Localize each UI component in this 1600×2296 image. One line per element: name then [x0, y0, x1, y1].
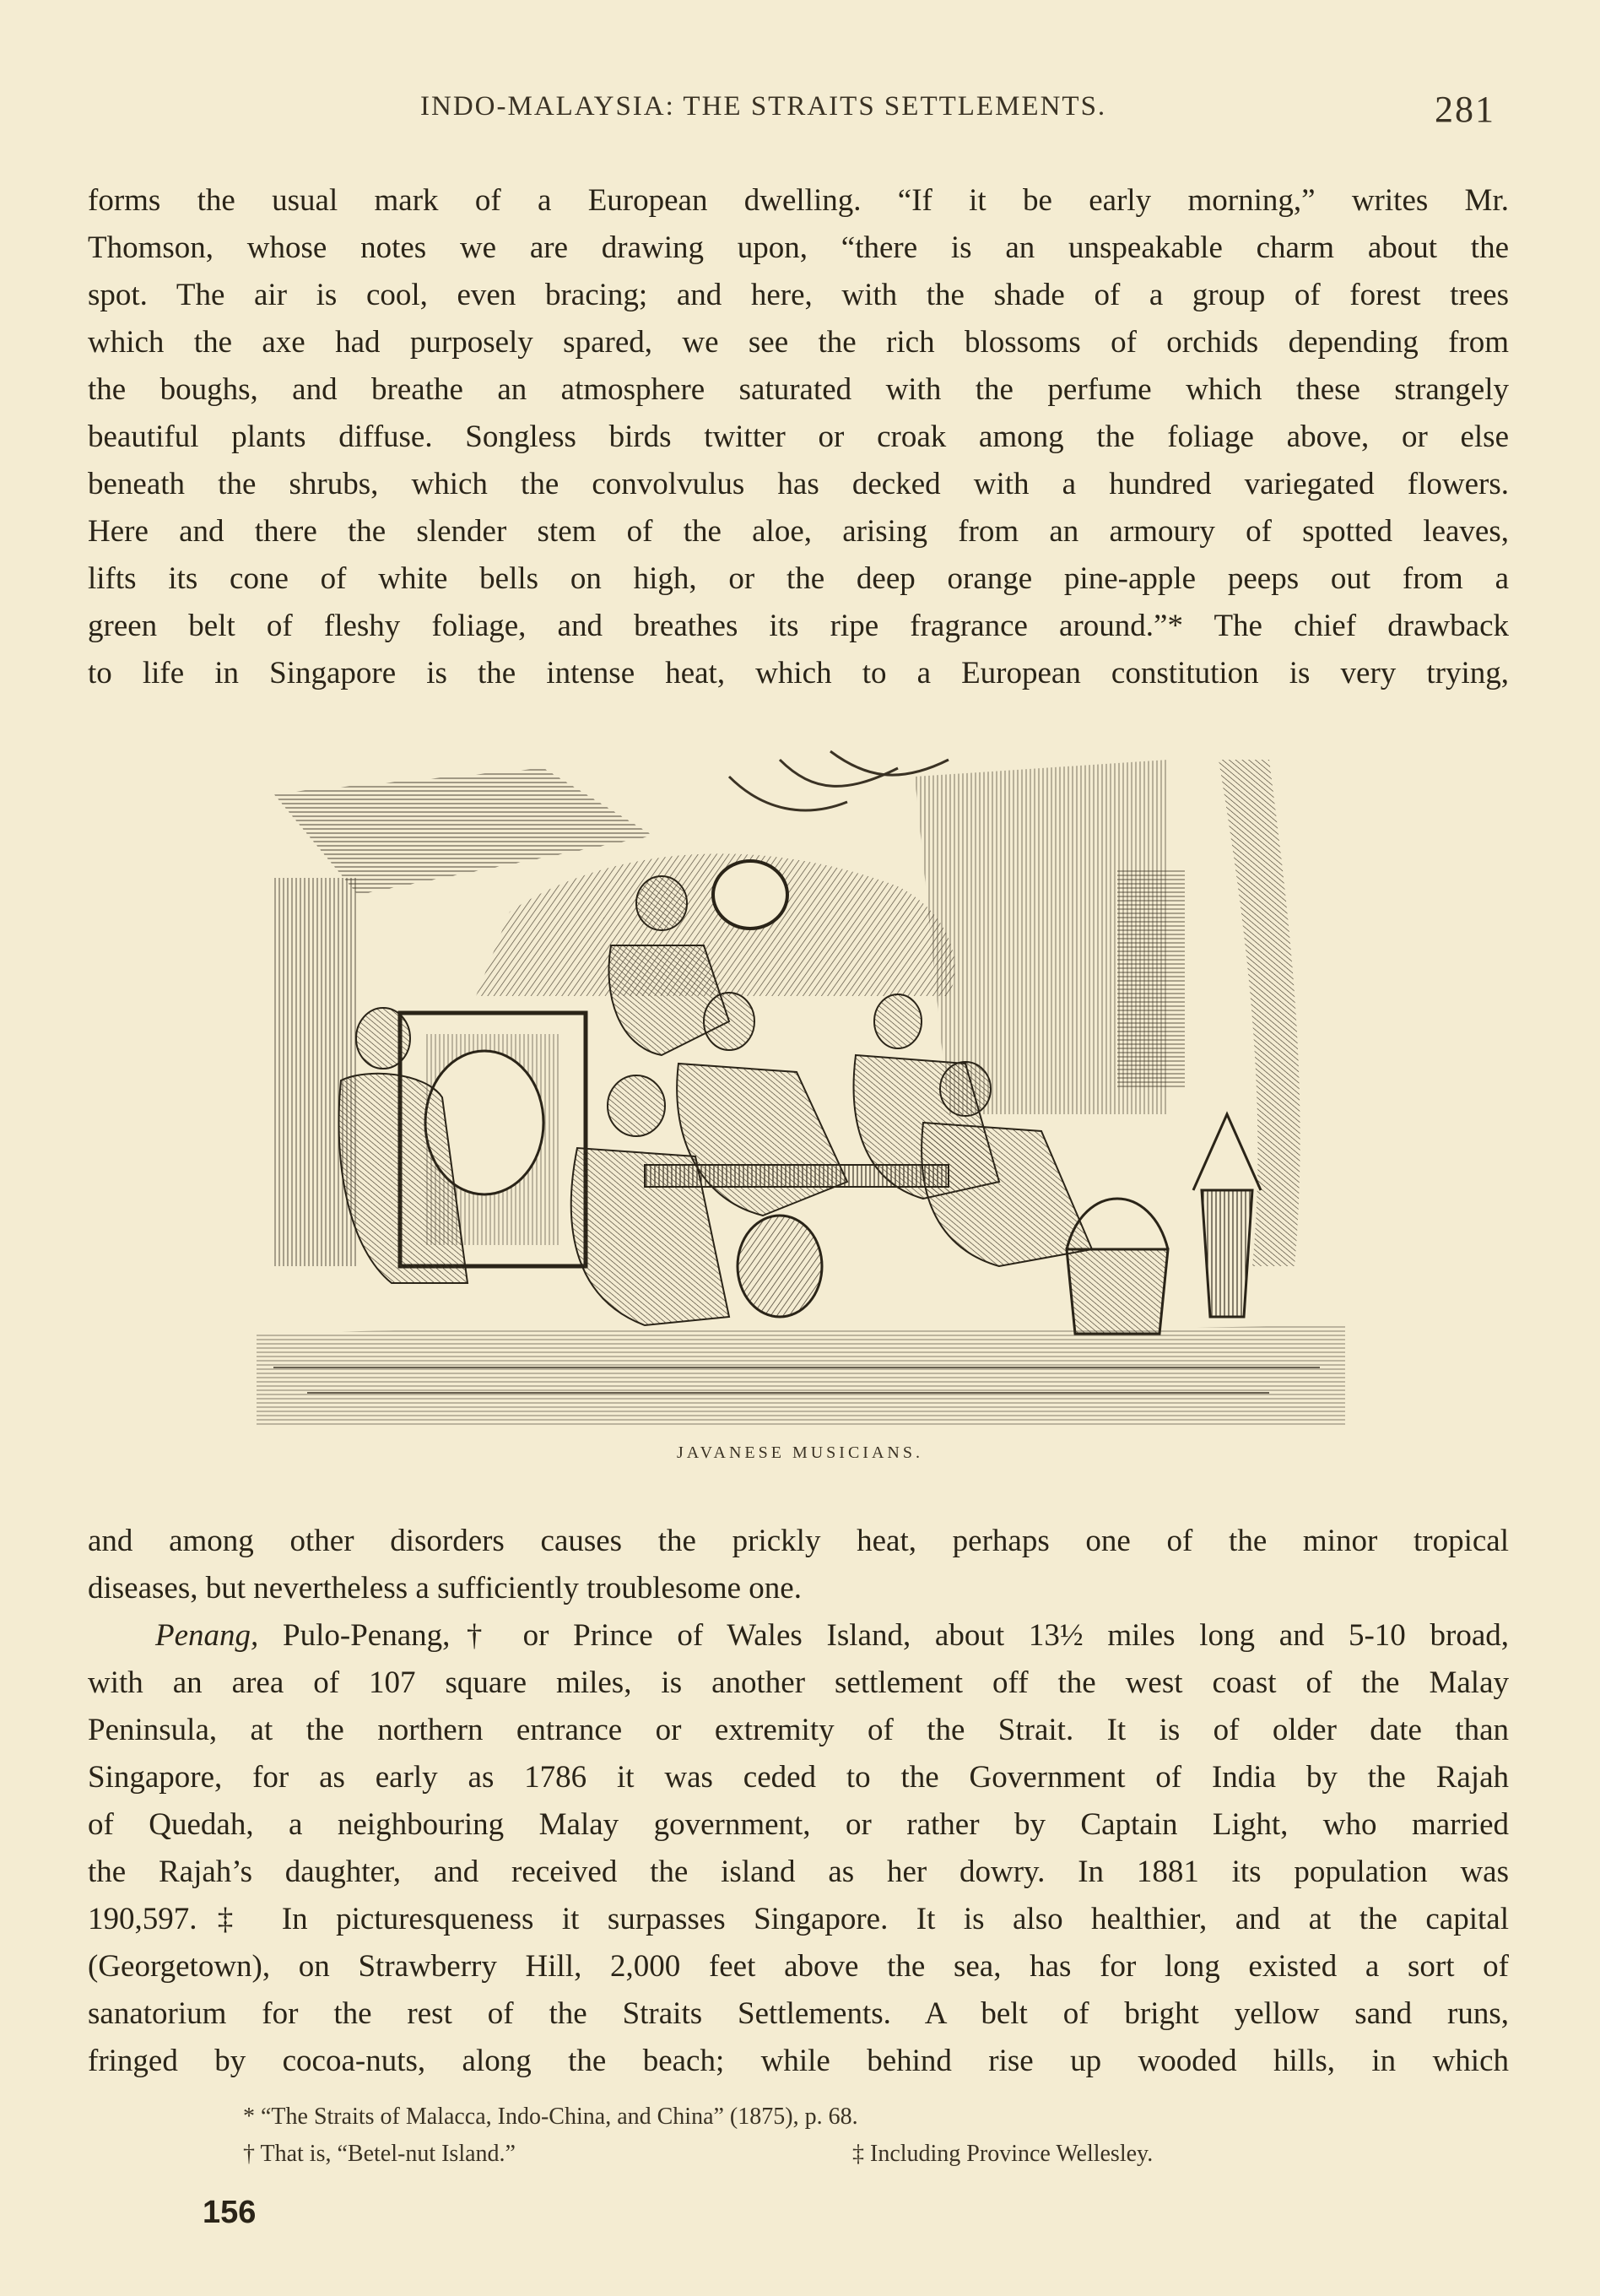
text-line: Peninsula, at the northern entrance or extremity of the Strait. It is of older date than: [88, 1713, 1509, 1747]
text-line: the Rajah’s daughter, and received the island as her dowry. In 1881 its population was: [88, 1855, 1509, 1889]
place-name-penang: Penang,: [155, 1618, 259, 1653]
text-line: lifts its cone of white bells on high, or the deep orange pine-apple peeps out from a: [88, 561, 1509, 596]
text-line: (Georgetown), on Strawberry Hill, 2,000 feet above the sea, has for long existed a sort of: [88, 1949, 1509, 1984]
signature-folio: 156: [203, 2195, 257, 2230]
text-line: fringed by cocoa-nuts, along the beach; while behind rise up wooded hills, in which: [88, 2044, 1509, 2078]
text-line: and among other disorders causes the prickly heat, perhaps one of the minor tropical: [88, 1524, 1509, 1558]
paragraph-2: [88, 1518, 1509, 2085]
text-line: with an area of 107 square miles, is another settlement off the west coast of the Malay: [88, 1665, 1509, 1700]
text-line: beneath the shrubs, which the convolvulus has decked with a hundred variegated flowers.: [88, 467, 1509, 501]
text-line: Here and there the slender stem of the aloe, arising from an armoury of spotted leaves,: [88, 514, 1509, 549]
text-line: sanatorium for the rest of the Straits Settlements. A belt of bright yellow sand runs,: [88, 1996, 1509, 2031]
figure-caption: JAVANESE MUSICIANS.: [677, 1443, 923, 1462]
text-line: 190,597.‡ In picturesqueness it surpasses Singapore. It is also healthier, and at the capital: [88, 1902, 1509, 1936]
text-run: Pulo-Penang,† or Prince of Wales Island, about 13½ miles long and 5-10 broad,: [258, 1618, 1509, 1653]
text-line: [88, 1612, 1509, 1660]
text-line: the boughs, and breathe an atmosphere saturated with the perfume which these strangely: [88, 372, 1509, 407]
text-line: forms the usual mark of a European dwelling. “If it be early morning,” writes Mr.: [88, 183, 1509, 218]
engraving-figure: [257, 743, 1345, 1425]
text-line: spot. The air is cool, even bracing; and here, with the shade of a group of forest trees: [88, 278, 1509, 312]
footnote-3: ‡ Including Province Wellesley.: [852, 2141, 1154, 2167]
text-line: Thomson, whose notes we are drawing upon, “there is an unspeakable charm about the: [88, 230, 1509, 265]
text-line: green belt of fleshy foliage, and breathes its ripe fragrance around.”* The chief drawback: [88, 609, 1509, 643]
footnote-1: * “The Straits of Malacca, Indo-China, and China” (1875), p. 68.: [243, 2104, 858, 2130]
text-line: diseases, but nevertheless a sufficiently troublesome one.: [88, 1571, 802, 1606]
text-line: which the axe had purposely spared, we see the rich blossoms of orchids depending from: [88, 325, 1509, 360]
text-line: to life in Singapore is the intense heat, which to a European constitution is very trying,: [88, 656, 1509, 690]
page-number: 281: [1435, 89, 1495, 130]
running-head: [0, 91, 1600, 130]
text-line: Singapore, for as early as 1786 it was ceded to the Government of India by the Rajah: [88, 1760, 1509, 1795]
text-line: beautiful plants diffuse. Songless birds twitter or croak among the foliage above, or else: [88, 420, 1509, 454]
running-title: INDO-MALAYSIA: THE STRAITS SETTLEMENTS.: [420, 91, 1107, 122]
footnote-2: † That is, “Betel-nut Island.”: [243, 2141, 516, 2167]
javanese-musicians-engraving: [257, 743, 1345, 1425]
footnotes: [243, 2098, 1340, 2173]
paragraph-1: [88, 177, 1509, 697]
text-line: of Quedah, a neighbouring Malay government, or rather by Captain Light, who married: [88, 1807, 1509, 1842]
